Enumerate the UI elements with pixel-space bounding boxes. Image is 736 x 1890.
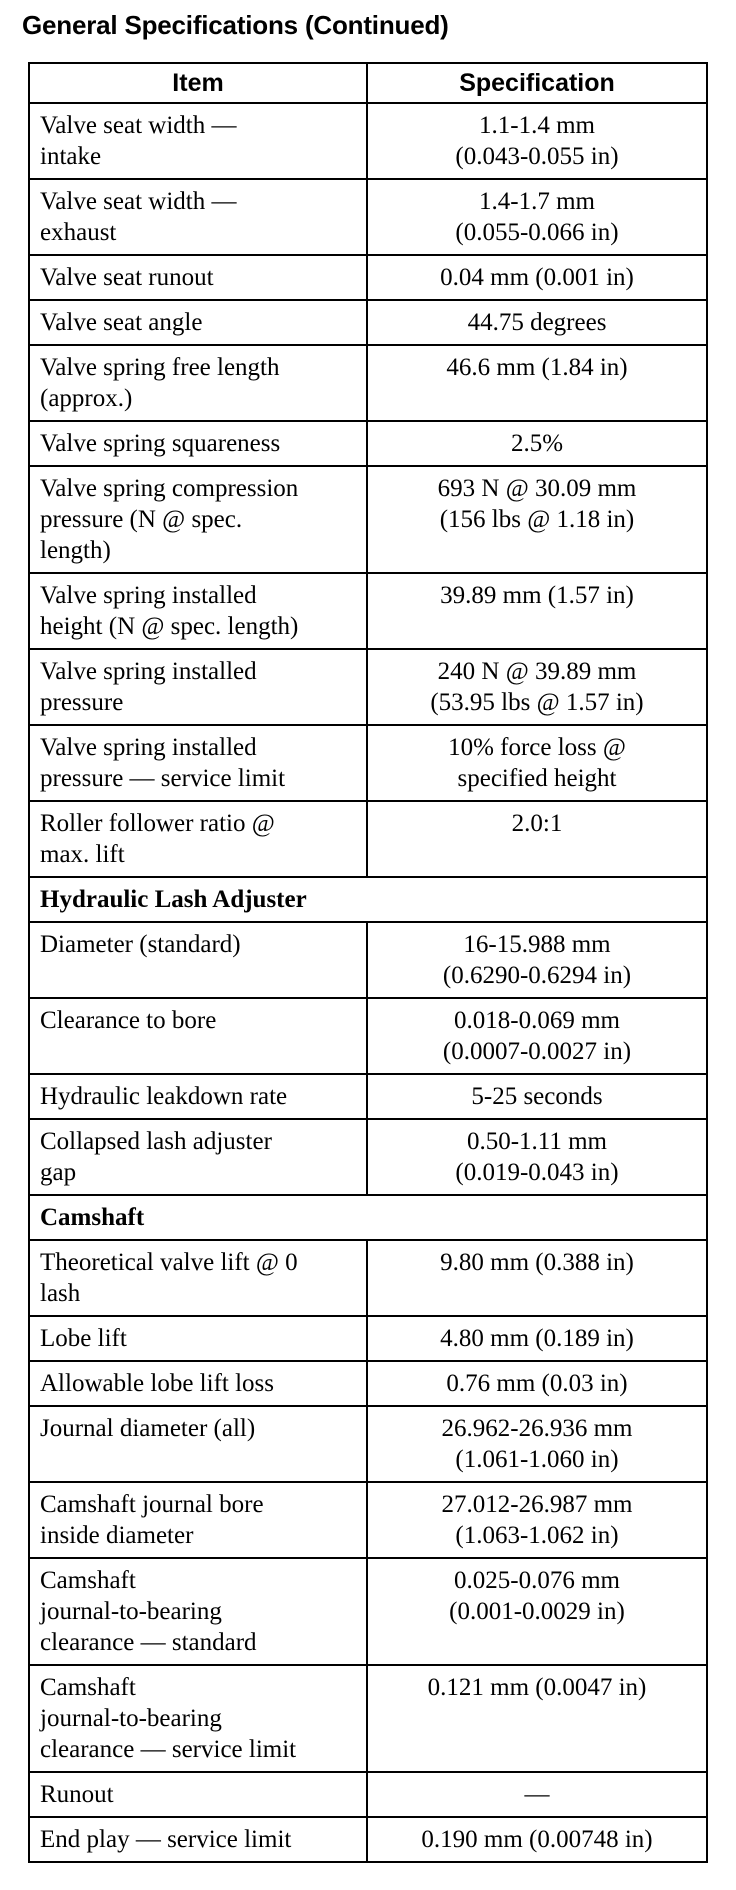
spec-cell — [367, 345, 707, 421]
spec-cell — [367, 573, 707, 649]
table-row — [29, 649, 707, 725]
spec-cell — [367, 801, 707, 877]
spec-cell — [367, 1240, 707, 1316]
table-row — [29, 179, 707, 255]
item-text: inside diameter — [40, 1522, 194, 1549]
item-cell — [29, 1361, 367, 1406]
item-text: Valve spring installed — [40, 734, 257, 761]
spec-text: 5-25 seconds — [471, 1083, 603, 1110]
item-text: Allowable lobe lift loss — [40, 1370, 274, 1397]
section-row — [29, 1195, 707, 1240]
spec-cell — [367, 300, 707, 345]
item-text: clearance — standard — [40, 1629, 257, 1656]
item-text: Hydraulic leakdown rate — [40, 1083, 288, 1110]
item-text: journal-to-bearing — [40, 1598, 222, 1625]
item-cell — [29, 1074, 367, 1119]
table-row — [29, 573, 707, 649]
item-cell — [29, 649, 367, 725]
item-text: intake — [40, 143, 102, 170]
item-text: Valve seat runout — [40, 264, 214, 291]
spec-text: (0.043-0.055 in) — [455, 143, 619, 170]
spec-text: 0.76 mm (0.03 in) — [446, 1370, 628, 1397]
spec-text: (0.019-0.043 in) — [455, 1159, 619, 1186]
item-text: pressure — service limit — [40, 765, 286, 792]
spec-text: 27.012-26.987 mm — [441, 1491, 633, 1518]
spec-text: 1.1-1.4 mm — [479, 112, 595, 139]
spec-text: (156 lbs @ 1.18 in) — [439, 506, 635, 533]
table-row — [29, 255, 707, 300]
item-text: Collapsed lash adjuster — [40, 1128, 272, 1155]
item-text: Valve seat angle — [40, 309, 203, 336]
spec-text: 0.190 mm (0.00748 in) — [421, 1826, 653, 1853]
item-text: Camshaft — [40, 1674, 136, 1701]
item-cell — [29, 1772, 367, 1817]
spec-cell — [367, 725, 707, 801]
item-text: Diameter (standard) — [40, 931, 241, 958]
spec-text: 39.89 mm (1.57 in) — [440, 582, 634, 609]
item-text: height (N @ spec. length) — [40, 613, 299, 640]
header-item: Item — [29, 63, 367, 103]
spec-cell — [367, 1074, 707, 1119]
spec-cell — [367, 179, 707, 255]
item-cell — [29, 1558, 367, 1665]
item-cell — [29, 922, 367, 998]
table-row — [29, 998, 707, 1074]
table-row — [29, 1558, 707, 1665]
table-row — [29, 1119, 707, 1195]
table-row — [29, 421, 707, 466]
table-row — [29, 725, 707, 801]
section-heading: Hydraulic Lash Adjuster — [29, 877, 707, 922]
item-cell — [29, 801, 367, 877]
table-row — [29, 1482, 707, 1558]
item-cell — [29, 345, 367, 421]
spec-cell — [367, 421, 707, 466]
item-text: pressure (N @ spec. — [40, 506, 243, 533]
table-row — [29, 801, 707, 877]
item-cell — [29, 421, 367, 466]
item-text: gap — [40, 1159, 77, 1186]
spec-cell — [367, 1665, 707, 1772]
spec-cell — [367, 255, 707, 300]
spec-cell — [367, 1558, 707, 1665]
spec-text: 0.121 mm (0.0047 in) — [427, 1674, 647, 1701]
spec-cell — [367, 998, 707, 1074]
spec-cell — [367, 922, 707, 998]
item-text: Runout — [40, 1781, 114, 1808]
spec-cell — [367, 1406, 707, 1482]
item-cell — [29, 1406, 367, 1482]
spec-text: (0.001-0.0029 in) — [449, 1598, 625, 1625]
item-cell — [29, 1240, 367, 1316]
table-row — [29, 1240, 707, 1316]
item-text: clearance — service limit — [40, 1736, 297, 1763]
spec-text: 2.5% — [510, 430, 564, 457]
item-text: max. lift — [40, 841, 125, 868]
item-cell — [29, 1316, 367, 1361]
spec-cell — [367, 103, 707, 179]
item-text: Valve spring installed — [40, 658, 257, 685]
spec-text: 2.0:1 — [511, 810, 563, 837]
item-text: Valve spring squareness — [40, 430, 281, 457]
item-text: journal-to-bearing — [40, 1705, 222, 1732]
spec-text: 0.025-0.076 mm — [454, 1567, 620, 1594]
spec-text: 0.04 mm (0.001 in) — [440, 264, 634, 291]
item-text: Valve seat width — — [40, 188, 237, 215]
item-cell — [29, 1482, 367, 1558]
spec-text: 4.80 mm (0.189 in) — [440, 1325, 634, 1352]
spec-text: 0.50-1.11 mm — [466, 1128, 608, 1155]
table-body — [29, 103, 707, 1862]
item-text: Valve spring installed — [40, 582, 257, 609]
item-cell — [29, 1665, 367, 1772]
item-cell — [29, 255, 367, 300]
item-cell — [29, 103, 367, 179]
spec-text: (0.055-0.066 in) — [455, 219, 619, 246]
table-row — [29, 1665, 707, 1772]
table-row — [29, 1316, 707, 1361]
item-text: Clearance to bore — [40, 1007, 217, 1034]
spec-text: 240 N @ 39.89 mm — [437, 658, 637, 685]
table-row — [29, 1817, 707, 1862]
item-text: lash — [40, 1280, 81, 1307]
item-cell — [29, 573, 367, 649]
spec-text: 1.4-1.7 mm — [479, 188, 595, 215]
item-text: Theoretical valve lift @ 0 — [40, 1249, 298, 1276]
spec-text: 693 N @ 30.09 mm — [437, 475, 637, 502]
spec-cell — [367, 1817, 707, 1862]
item-text: Valve spring free length — [40, 354, 280, 381]
spec-cell — [367, 466, 707, 573]
item-cell — [29, 1817, 367, 1862]
item-text: Camshaft journal bore — [40, 1491, 264, 1518]
item-text: Camshaft — [40, 1567, 136, 1594]
spec-cell — [367, 649, 707, 725]
table-row — [29, 1074, 707, 1119]
item-text: pressure — [40, 689, 124, 716]
table-row — [29, 1361, 707, 1406]
item-cell — [29, 998, 367, 1074]
spec-text: 9.80 mm (0.388 in) — [440, 1249, 634, 1276]
item-text: Journal diameter (all) — [40, 1415, 256, 1442]
spec-text: 26.962-26.936 mm — [441, 1415, 633, 1442]
spec-text: (53.95 lbs @ 1.57 in) — [430, 689, 644, 716]
spec-text: 0.018-0.069 mm — [454, 1007, 620, 1034]
item-text: End play — service limit — [40, 1826, 292, 1853]
section-heading: Camshaft — [29, 1195, 707, 1240]
spec-cell — [367, 1119, 707, 1195]
spec-text: (1.061-1.060 in) — [455, 1446, 619, 1473]
table-row — [29, 1772, 707, 1817]
table-row — [29, 1406, 707, 1482]
section-row — [29, 877, 707, 922]
spec-table — [28, 62, 708, 1863]
page-title: General Specifications (Continued) — [22, 10, 449, 40]
spec-cell — [367, 1361, 707, 1406]
spec-text: 44.75 degrees — [467, 309, 607, 336]
spec-cell — [367, 1772, 707, 1817]
spec-text: specified height — [457, 765, 617, 792]
item-cell — [29, 300, 367, 345]
spec-text: (1.063-1.062 in) — [455, 1522, 619, 1549]
item-cell — [29, 1119, 367, 1195]
spec-cell — [367, 1316, 707, 1361]
item-text: Valve spring compression — [40, 475, 299, 502]
table-row — [29, 103, 707, 179]
item-text: Lobe lift — [40, 1325, 127, 1352]
table-row — [29, 922, 707, 998]
item-text: exhaust — [40, 219, 117, 246]
item-text: Roller follower ratio @ — [40, 810, 275, 837]
spec-text: (0.6290-0.6294 in) — [442, 962, 632, 989]
header-specification: Specification — [367, 63, 707, 103]
item-text: (approx.) — [40, 385, 133, 412]
spec-text: 46.6 mm (1.84 in) — [446, 354, 628, 381]
table-row — [29, 345, 707, 421]
table-row — [29, 466, 707, 573]
item-text: length) — [40, 537, 111, 564]
item-cell — [29, 466, 367, 573]
item-text: Valve seat width — — [40, 112, 237, 139]
spec-text: 10% force loss @ — [448, 734, 626, 761]
spec-cell — [367, 1482, 707, 1558]
item-cell — [29, 179, 367, 255]
spec-text: 16-15.988 mm — [463, 931, 611, 958]
spec-text: (0.0007-0.0027 in) — [442, 1038, 632, 1065]
header-row — [29, 63, 707, 103]
item-cell — [29, 725, 367, 801]
spec-text: — — [524, 1781, 550, 1808]
table-row — [29, 300, 707, 345]
